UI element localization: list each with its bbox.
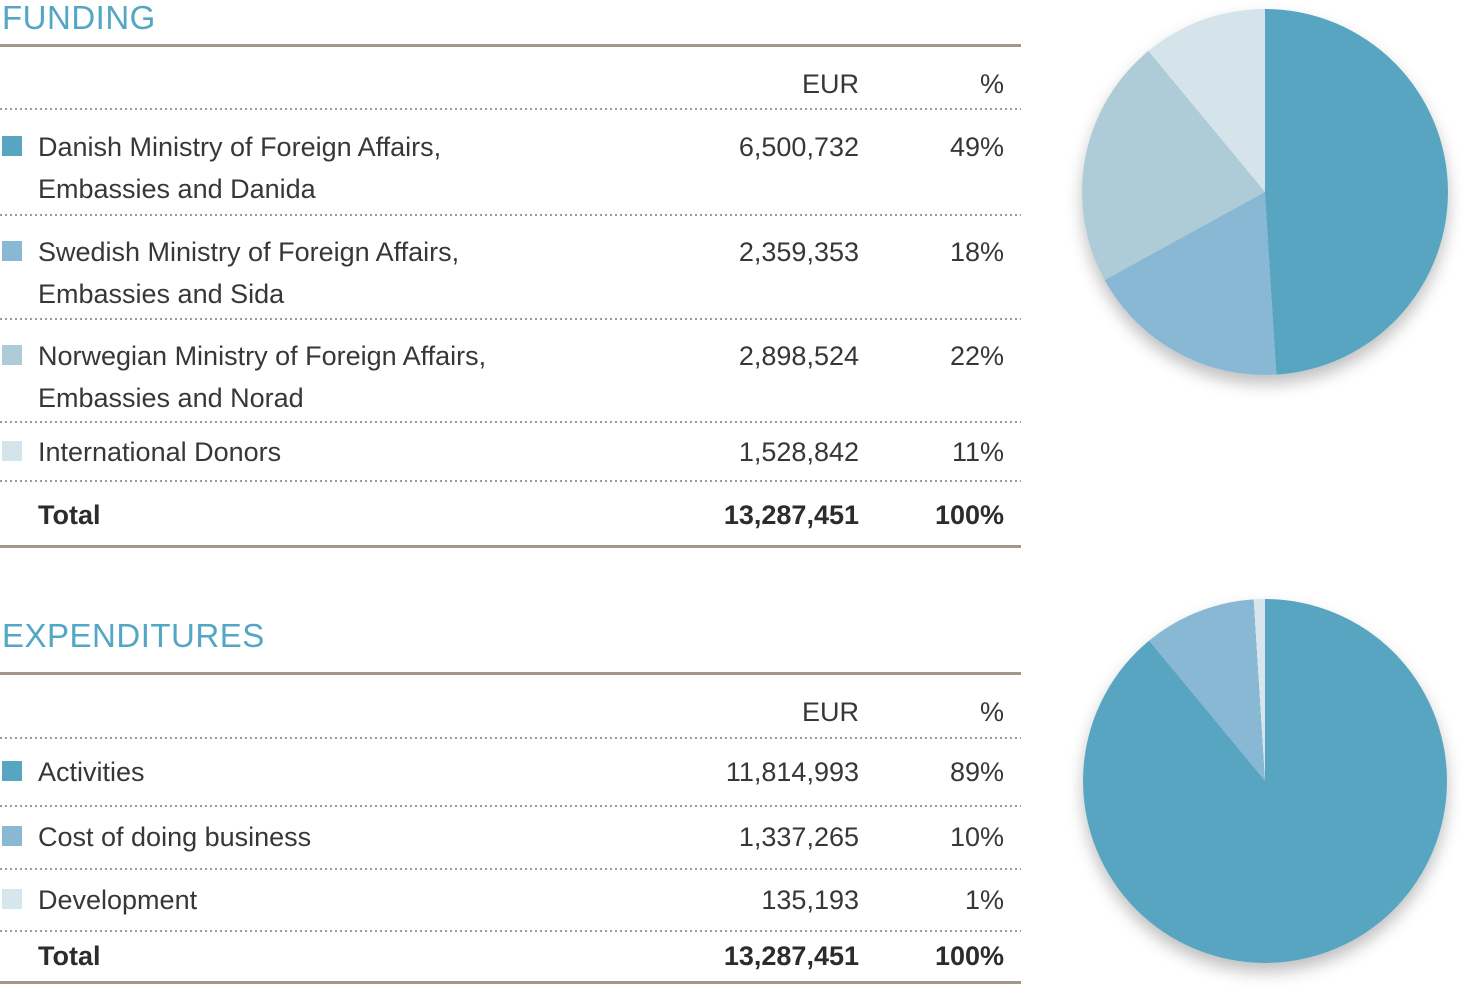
funding-pie-chart	[1082, 9, 1448, 375]
table-row-swedish	[0, 216, 1021, 318]
row-label	[38, 431, 639, 473]
legend-swatch-norwegian	[2, 345, 22, 365]
row-percent-value: 18%	[949, 237, 1004, 267]
table-row-danish	[0, 110, 1021, 214]
row-label-line: Cost of doing business	[38, 822, 312, 852]
row-label-line: Danish Ministry of Foreign Affairs,	[38, 132, 442, 162]
section-rule	[0, 545, 1021, 548]
table-row-activities	[0, 739, 1021, 805]
legend-swatch-activities	[2, 761, 22, 781]
row-eur-value: 2,898,524	[738, 341, 859, 371]
row-label-line: Embassies and Danida	[38, 174, 316, 204]
row-eur-value: 1,337,265	[738, 822, 859, 852]
expenditures-pie-chart	[1083, 599, 1447, 963]
row-eur-value: 135,193	[761, 885, 859, 915]
row-label	[38, 879, 639, 921]
table-row-norwegian	[0, 320, 1021, 421]
table-row-international-donors	[0, 423, 1021, 480]
expenditures-section	[0, 618, 1021, 984]
row-label-line: International Donors	[38, 437, 282, 467]
row-percent-value: 10%	[949, 822, 1004, 852]
eur-column-header: EUR	[801, 697, 859, 727]
eur-column-header: EUR	[801, 69, 859, 99]
row-label	[38, 231, 639, 315]
total-percent-value: 100%	[934, 500, 1004, 530]
funding-total-row	[0, 482, 1021, 545]
legend-swatch-danish	[2, 136, 22, 156]
expenditures-title: EXPENDITURES	[2, 617, 265, 654]
total-label: Total	[38, 941, 101, 971]
row-label-line: Swedish Ministry of Foreign Affairs,	[38, 237, 460, 267]
percent-column-header: %	[979, 697, 1004, 727]
row-percent-value: 22%	[949, 341, 1004, 371]
percent-column-header: %	[979, 69, 1004, 99]
row-percent-value: 49%	[949, 132, 1004, 162]
row-label-line: Norwegian Ministry of Foreign Affairs,	[38, 341, 487, 371]
row-label	[38, 335, 639, 419]
row-percent-value: 11%	[951, 437, 1004, 467]
row-label	[38, 126, 639, 210]
row-percent-value: 89%	[949, 757, 1004, 787]
funding-section	[0, 0, 1021, 548]
row-eur-value: 11,814,993	[725, 757, 859, 787]
table-row-development	[0, 870, 1021, 930]
row-percent-value: 1%	[964, 885, 1004, 915]
expenditures-header-row	[0, 675, 1021, 737]
row-label-line: Embassies and Norad	[38, 383, 304, 413]
row-label-line: Embassies and Sida	[38, 279, 285, 309]
total-eur-value: 13,287,451	[723, 941, 859, 971]
table-row-cost-of-doing-business	[0, 807, 1021, 868]
legend-swatch-international-donors	[2, 441, 22, 461]
row-label	[38, 816, 639, 858]
row-eur-value: 2,359,353	[738, 237, 859, 267]
total-eur-value: 13,287,451	[723, 500, 859, 530]
section-rule	[0, 981, 1021, 984]
legend-swatch-cost-of-doing-business	[2, 826, 22, 846]
funding-title: FUNDING	[2, 0, 156, 36]
expenditures-total-row	[0, 932, 1021, 981]
total-percent-value: 100%	[934, 941, 1004, 971]
row-eur-value: 1,528,842	[738, 437, 859, 467]
legend-swatch-development	[2, 889, 22, 909]
row-label-line: Development	[38, 885, 198, 915]
legend-swatch-swedish	[2, 241, 22, 261]
total-label: Total	[38, 500, 101, 530]
row-eur-value: 6,500,732	[738, 132, 859, 162]
funding-header-row	[0, 47, 1021, 108]
row-label	[38, 751, 639, 793]
row-label-line: Activities	[38, 757, 145, 787]
